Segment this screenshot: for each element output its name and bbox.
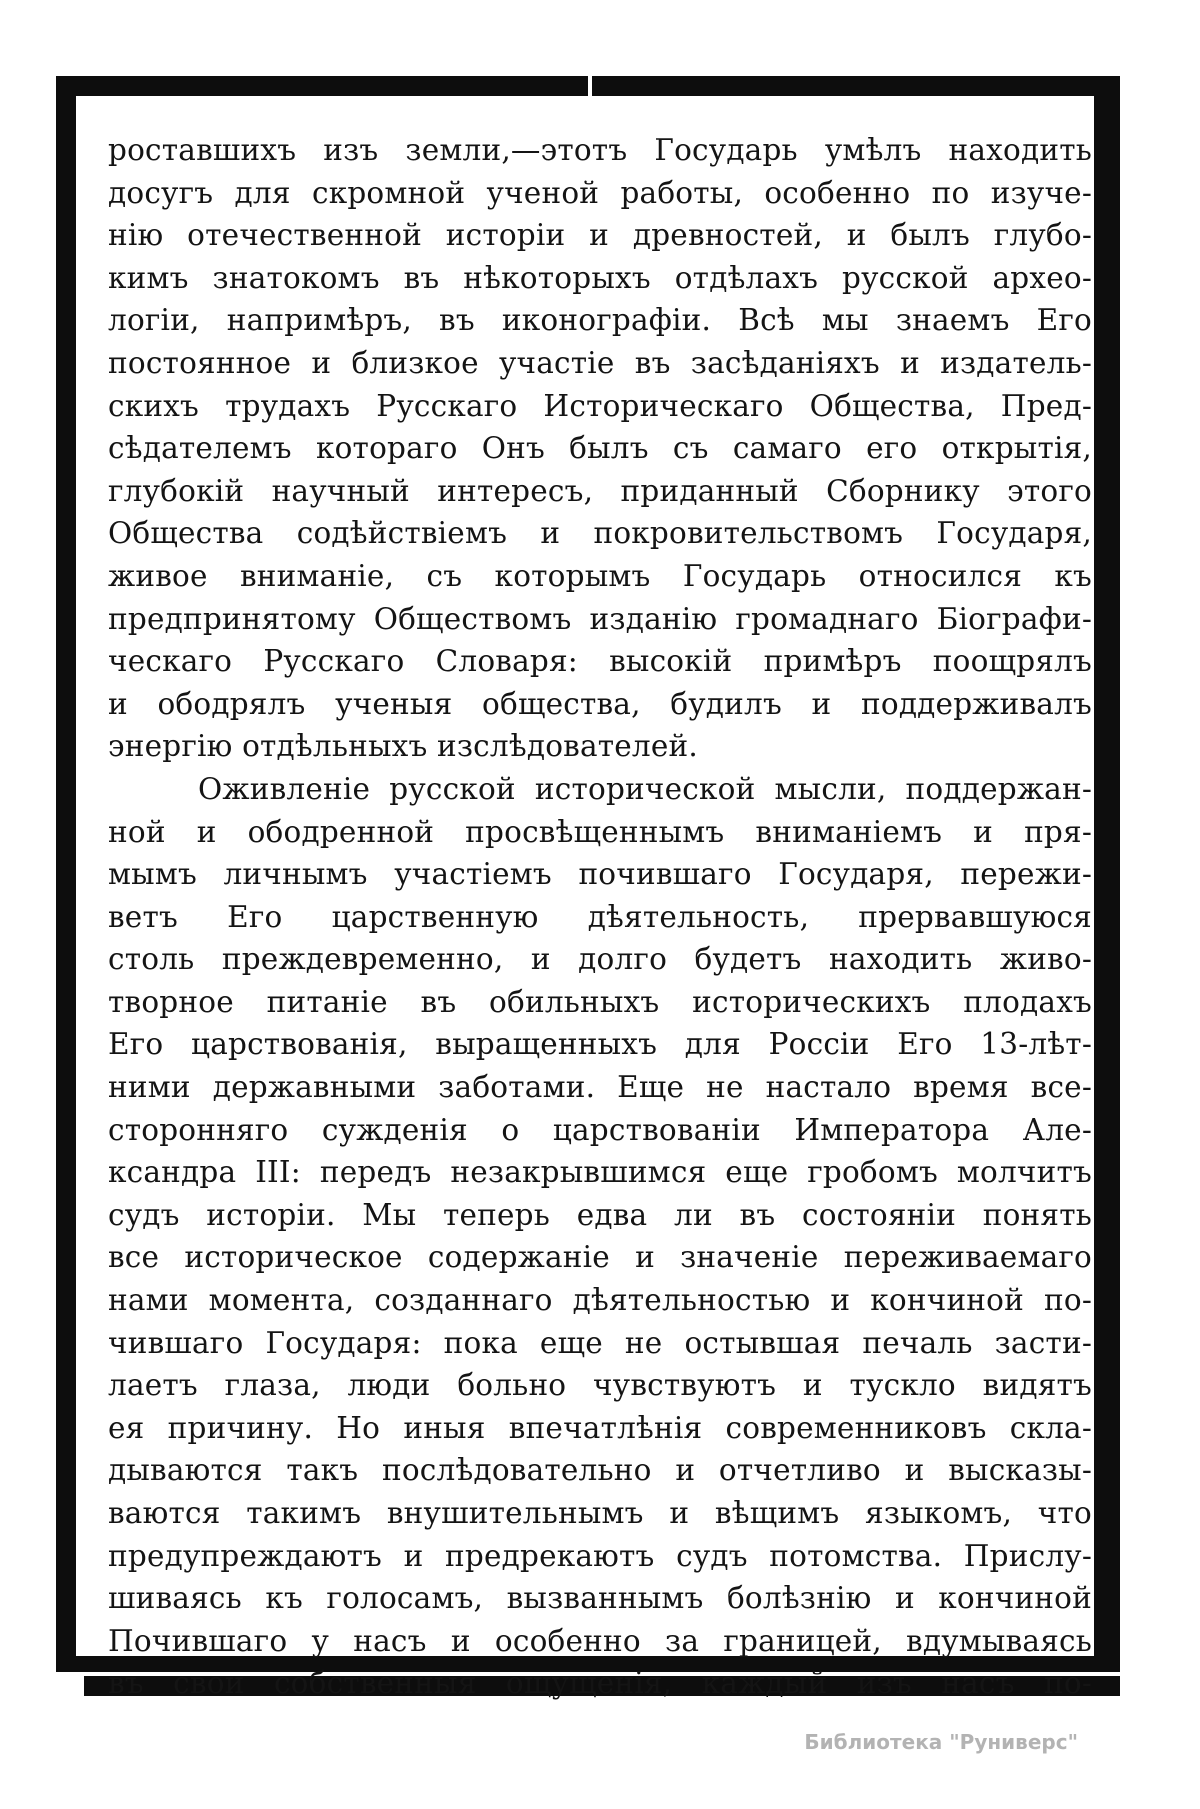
text-line: предпринятому Обществомъ изданію громаднаго Біографи- — [108, 601, 1092, 636]
text-line: живое вниманіе, съ которымъ Государь относился къ — [108, 558, 1092, 593]
text-line: въ свои собственныя ощущенія, каждый изъ насъ по- — [108, 1666, 1092, 1701]
text-line: лаетъ глаза, люди больно чувствуютъ и тускло видятъ — [108, 1368, 1092, 1403]
text-line: и ободрялъ ученыя общества, будилъ и поддерживалъ — [108, 686, 1092, 721]
text-line: судъ исторіи. Мы теперь едва ли въ состояніи понять — [108, 1197, 1092, 1232]
page-text — [108, 129, 1092, 1705]
text-line: скихъ трудахъ Русскаго Историческаго Общества, Пред- — [108, 388, 1092, 423]
text-line: Оживленіе русской исторической мысли, поддержан- — [198, 771, 1092, 806]
text-line: Почившаго у насъ и особенно за границей, вдумываясь — [108, 1623, 1092, 1658]
text-line: ксандра III: передъ незакрывшимся еще гробомъ молчитъ — [108, 1155, 1092, 1190]
text-line: Общества содѣйствіемъ и покровительствомъ Государя, — [108, 516, 1092, 551]
text-line: предупреждаютъ и предрекаютъ судъ потомства. Прислу- — [108, 1538, 1092, 1573]
text-line: постоянное и близкое участіе въ засѣданіяхъ и издатель- — [108, 345, 1092, 380]
text-line: нію отечественной исторіи и древностей, и былъ глубо- — [108, 218, 1092, 253]
text-line: ними державными заботами. Еще не настало время все- — [108, 1070, 1092, 1105]
text-line: ветъ Его царственную дѣятельность, прервавшуюся — [108, 899, 1092, 934]
text-line: кимъ знатокомъ въ нѣкоторыхъ отдѣлахъ русской архео- — [108, 260, 1092, 295]
text-line: ной и ободренной просвѣщеннымъ вниманіемъ и пря- — [108, 814, 1092, 849]
text-line: нами момента, созданнаго дѣятельностью и кончиной по- — [108, 1283, 1092, 1318]
text-line: досугъ для скромной ученой работы, особенно по изуче- — [108, 175, 1092, 210]
text-line: роставшихъ изъ земли,—этотъ Государь умѣлъ находить — [108, 133, 1092, 167]
text-line: мымъ личнымъ участіемъ почившаго Государя, пережи- — [108, 857, 1092, 892]
text-line: столь преждевременно, и долго будетъ находить живо- — [108, 942, 1092, 977]
text-line: сѣдателемъ котораго Онъ былъ съ самаго его открытія, — [108, 431, 1092, 466]
text-line: ея причину. Но иныя впечатлѣнія современниковъ скла- — [108, 1410, 1092, 1445]
library-watermark: Библиотека "Руниверс" — [804, 1730, 1078, 1754]
text-line: энергію отдѣльныхъ изслѣдователей. — [108, 729, 698, 764]
text-line: Его царствованія, выращенныхъ для Россіи Его 13-лѣт- — [108, 1027, 1092, 1062]
border-notch — [588, 76, 592, 96]
text-line: логіи, напримѣръ, въ иконографіи. Всѣ мы знаемъ Его — [108, 303, 1092, 338]
text-line: глубокій научный интересъ, приданный Сборнику этого — [108, 473, 1092, 508]
text-line: творное питаніе въ обильныхъ историческихъ плодахъ — [108, 984, 1092, 1019]
text-line: ваются такимъ внушительнымъ и вѣщимъ языкомъ, что — [108, 1496, 1092, 1530]
text-line: чившаго Государя: пока еще не остывшая печаль засти- — [108, 1325, 1092, 1360]
text-line: шиваясь къ голосамъ, вызваннымъ болѣзнію и кончиной — [108, 1581, 1092, 1616]
text-line: сторонняго сужденія о царствованіи Императора Але- — [108, 1112, 1092, 1147]
text-line: ческаго Русскаго Словаря: высокій примѣръ поощрялъ — [108, 644, 1092, 679]
text-line: дываются такъ послѣдовательно и отчетливо и высказы- — [108, 1453, 1092, 1488]
text-line: все историческое содержаніе и значеніе переживаемаго — [108, 1240, 1092, 1275]
